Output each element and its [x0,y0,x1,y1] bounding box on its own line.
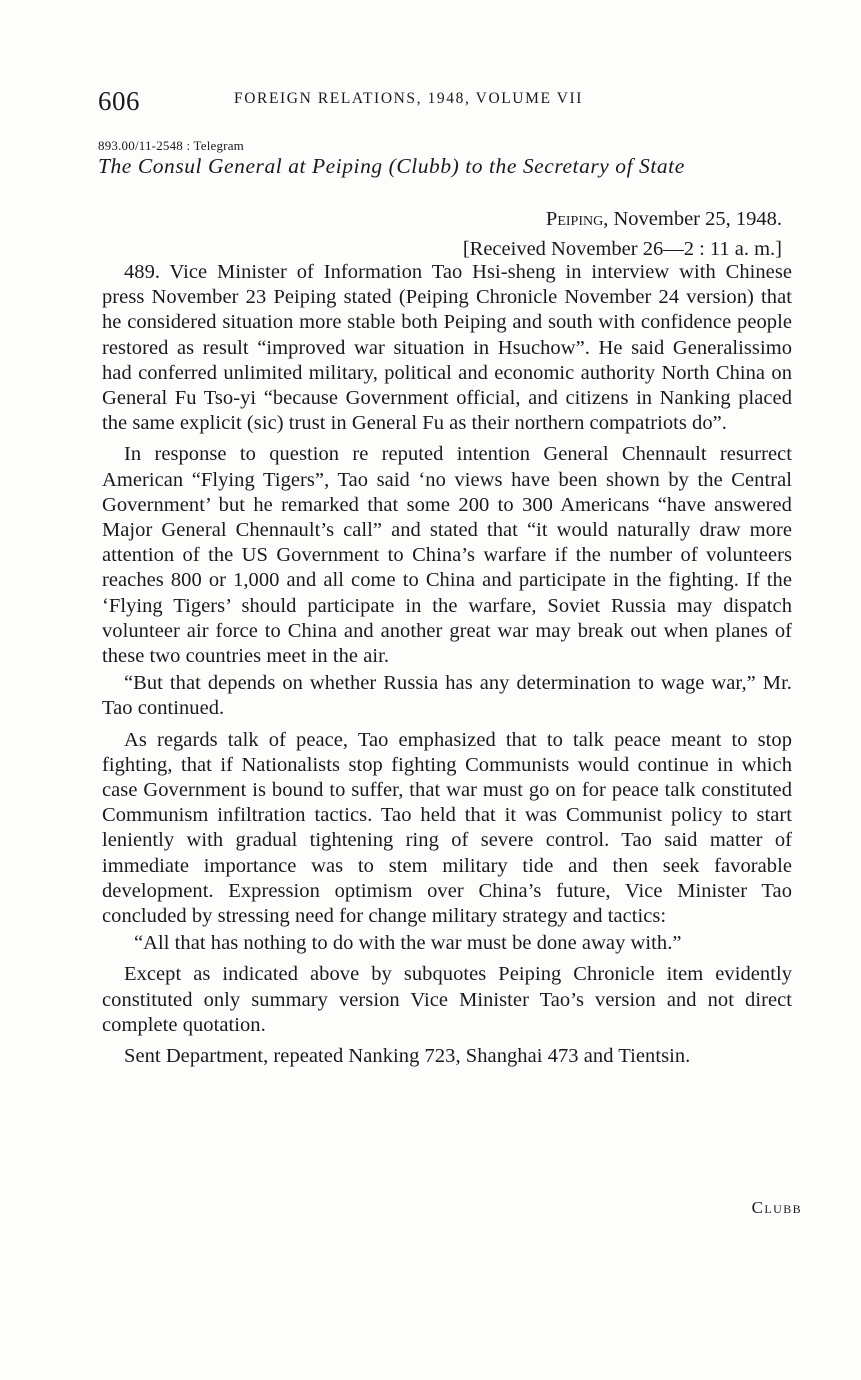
signature: Clubb [751,1198,802,1217]
page-number: 606 [98,86,140,116]
document-title: The Consul General at Peiping (Clubb) to the Secretary of State [98,154,685,178]
dateline-place: Peiping [545,208,604,230]
body-paragraph-quote: “All that has nothing to do with the war must be done away with.” [134,932,682,955]
dateline [463,204,782,264]
dateline-received: [Received November 26—2 : 11 a. m.] [462,238,782,260]
page-header [98,86,788,120]
dateline-sent [463,204,782,234]
running-head: FOREIGN RELATIONS, 1948, VOLUME VII [234,90,584,107]
body-paragraph: 489. Vice Minister of Information Tao Hsi-sheng in interview with Chinese press November 23 Peiping stated (Peiping Chronicle November 24 version) that he considered situation more stable both Peiping and south with confidence people restored as result “improved war situation in Hsuchow”. He said Generalissimo had conferred unlimited military, political and economic authority North China on General Fu Tso-yi “because Government official, and citizens in Nanking placed the same explicit (sic) trust in General Fu as their northern compatriots do”. [102,261,792,435]
body-paragraph: “But that depends on whether Russia has any determination to wage war,” Mr. Tao continued. [102,672,792,720]
body-paragraph: As regards talk of peace, Tao emphasized that to talk peace meant to stop fighting, that if Nationalists stop fighting Communists would continue in which case Government is bound to suffer, that war must go on for peace talk constituted Communism infiltration tactics. Tao held that it was Communist policy to start leniently with gradual tightening ring of severe control. Tao said matter of immediate importance was to stem military tide and then seek favorable development. Expression optimism over China’s future, Vice Minister Tao concluded by stressing need for change military strategy and tactics: [102,728,792,928]
telegram-body [102,260,792,1069]
body-paragraph: Sent Department, repeated Nanking 723, Shanghai 473 and Tientsin. [124,1045,691,1068]
dateline-date: , November 25, 1948. [603,208,782,230]
body-paragraph: In response to question re reputed intention General Chennault resurrect American “Flying Tigers”, Tao said ‘no views have been shown by the Central Government’ but he remarked that some 200 to 300 Americans “have answered Major General Chennault’s call” and stated that “it would naturally draw more attention of the US Government to China’s warfare if the number of volunteers reaches 800 or 1,000 and all come to China and participate in the fighting. If the ‘Flying Tigers’ should participate in the warfare, Soviet Russia may dispatch volunteer air force to China and another great war may break out when planes of these two countries meet in the air. [102,443,792,668]
document-reference: 893.00/11-2548 : Telegram [98,138,244,153]
body-paragraph: Except as indicated above by subquotes Peiping Chronicle item evidently constituted only summary version Vice Minister Tao’s version and not direct complete quotation. [102,963,792,1036]
